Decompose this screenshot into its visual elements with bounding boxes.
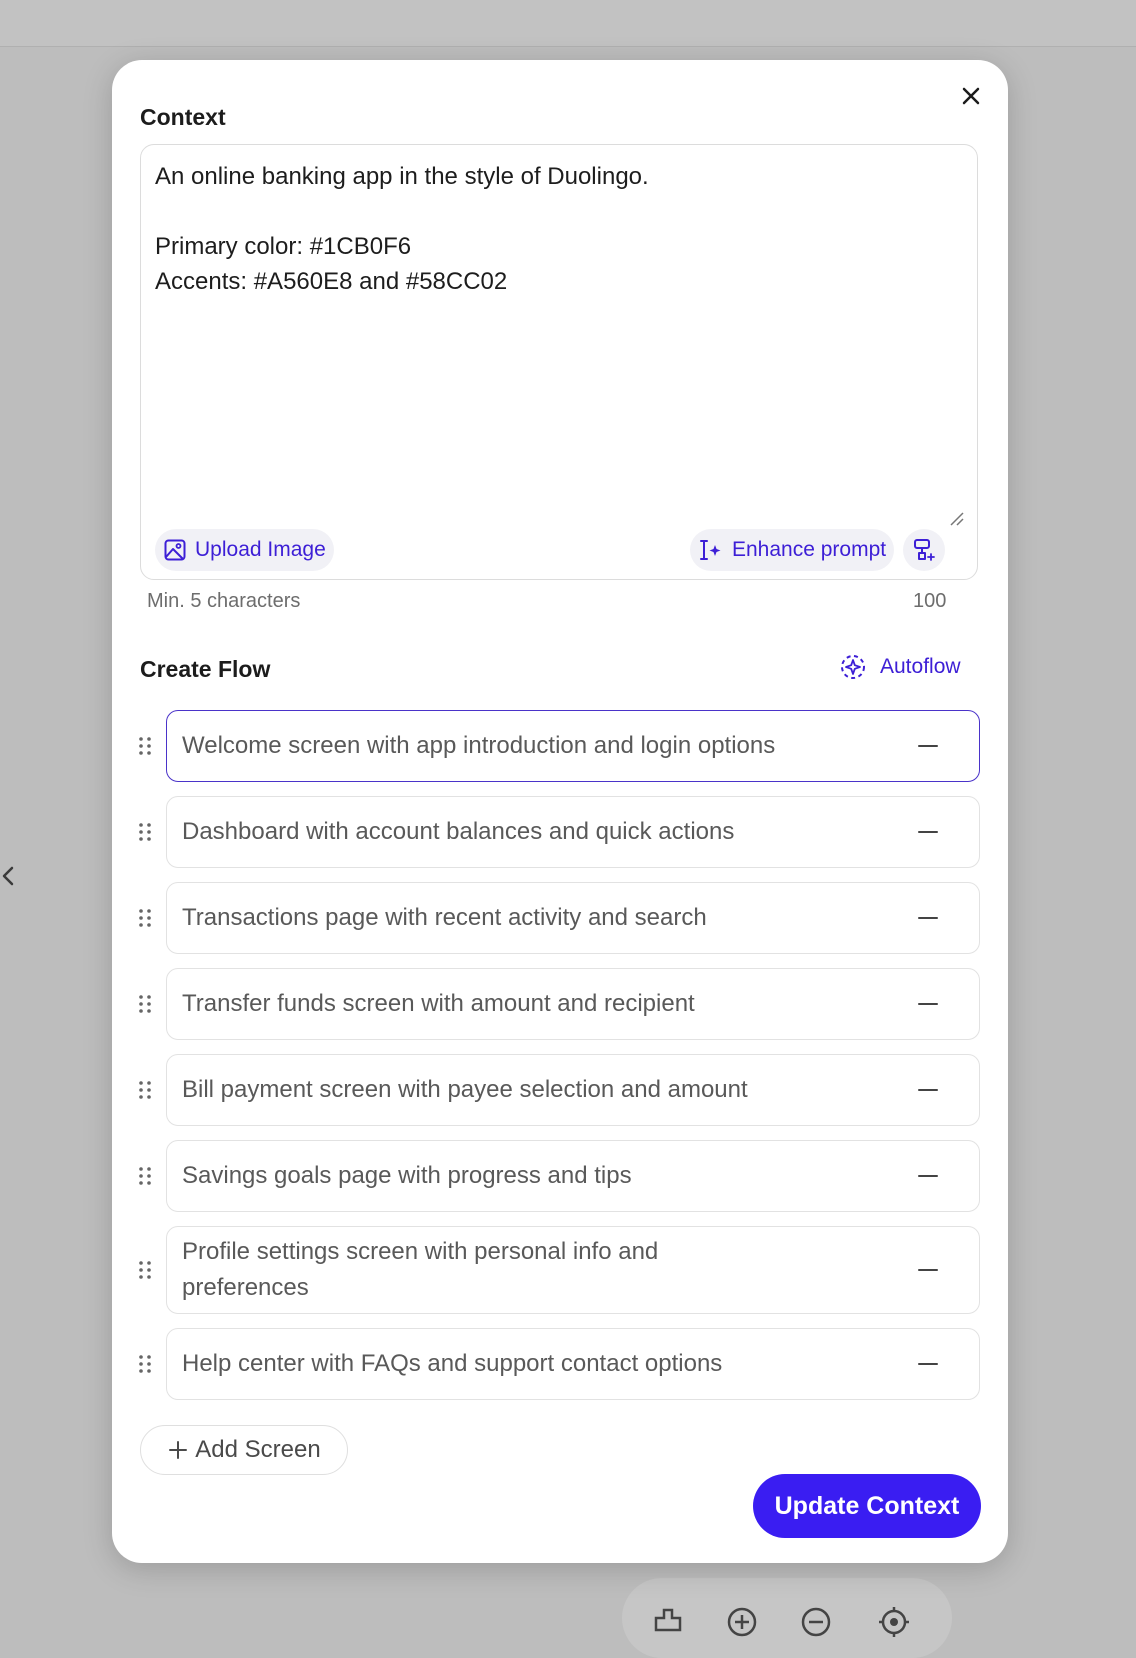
minus-icon[interactable] — [917, 1080, 939, 1100]
drag-handle-icon[interactable] — [138, 1258, 166, 1282]
screen-text: Transactions page with recent activity and search — [182, 904, 707, 931]
list-item — [138, 796, 980, 868]
enhance-prompt-label: Enhance prompt — [732, 538, 887, 561]
screen-input[interactable] — [166, 882, 980, 954]
screen-text: Bill payment screen with payee selection and amount — [182, 1076, 748, 1103]
context-text[interactable]: An online banking app in the style of Duolingo. Primary color: #1CB0F6 Accents: #A560E8 and #58CC02 — [155, 163, 649, 295]
close-icon[interactable] — [955, 80, 987, 112]
list-item — [138, 1328, 980, 1400]
move-icon[interactable] — [652, 1606, 684, 1638]
context-textarea[interactable] — [140, 144, 978, 580]
target-icon[interactable] — [878, 1606, 910, 1638]
autoflow-button[interactable] — [838, 652, 961, 682]
resize-handle-icon[interactable] — [949, 511, 965, 527]
create-flow-title: Create Flow — [140, 656, 271, 682]
context-title: Context — [140, 104, 226, 130]
sparkle-icon — [838, 652, 868, 682]
drag-handle-icon[interactable] — [138, 1078, 166, 1102]
text-cursor-sparkle-icon — [698, 538, 724, 562]
drag-handle-icon[interactable] — [138, 992, 166, 1016]
screen-input[interactable] — [166, 1226, 980, 1314]
drag-handle-icon[interactable] — [138, 906, 166, 930]
list-item — [138, 710, 980, 782]
screen-input[interactable] — [166, 1328, 980, 1400]
minus-icon[interactable] — [917, 1166, 939, 1186]
screen-text: Savings goals page with progress and tips — [182, 1162, 632, 1189]
minus-icon[interactable] — [917, 736, 939, 756]
zoom-in-icon[interactable] — [726, 1606, 758, 1638]
screen-text: Welcome screen with app introduction and login options — [182, 732, 776, 759]
minus-icon[interactable] — [917, 994, 939, 1014]
screen-input[interactable] — [166, 1054, 980, 1126]
minus-icon[interactable] — [917, 908, 939, 928]
autoflow-label: Autoflow — [880, 655, 961, 678]
screen-input[interactable] — [166, 968, 980, 1040]
enhance-prompt-button[interactable] — [690, 529, 894, 571]
screen-input[interactable] — [166, 710, 980, 782]
style-button[interactable] — [903, 529, 945, 571]
canvas-toolbar — [622, 1578, 952, 1658]
drag-handle-icon[interactable] — [138, 1164, 166, 1188]
screen-text: Help center with FAQs and support contact options — [182, 1350, 723, 1377]
list-item — [138, 882, 980, 954]
add-screen-button[interactable] — [140, 1425, 348, 1475]
add-screen-label: Add Screen — [195, 1436, 321, 1463]
list-item — [138, 1054, 980, 1126]
screen-input[interactable] — [166, 1140, 980, 1212]
screen-input[interactable] — [166, 796, 980, 868]
screen-text: Profile settings screen with personal info and preferences — [182, 1238, 659, 1301]
drag-handle-icon[interactable] — [138, 734, 166, 758]
min-characters-hint: Min. 5 characters — [147, 590, 301, 612]
context-modal — [112, 60, 1008, 1563]
flow-screen-list — [138, 710, 980, 1414]
paint-roller-icon — [911, 537, 937, 563]
list-item — [138, 1226, 980, 1314]
list-item — [138, 968, 980, 1040]
list-item — [138, 1140, 980, 1212]
minus-icon[interactable] — [917, 1260, 939, 1280]
upload-image-label: Upload Image — [195, 538, 326, 561]
character-count: 100 — [913, 590, 947, 612]
zoom-out-icon[interactable] — [800, 1606, 832, 1638]
minus-icon[interactable] — [917, 1354, 939, 1374]
update-context-button[interactable]: Update Context — [753, 1474, 981, 1538]
image-icon — [163, 538, 187, 562]
drag-handle-icon[interactable] — [138, 1352, 166, 1376]
screen-text: Transfer funds screen with amount and recipient — [182, 990, 695, 1017]
plus-icon — [167, 1439, 189, 1461]
top-bar — [0, 0, 1136, 47]
chevron-left-icon[interactable] — [0, 862, 20, 890]
upload-image-button[interactable] — [155, 529, 334, 571]
minus-icon[interactable] — [917, 822, 939, 842]
screen-text: Dashboard with account balances and quick actions — [182, 818, 735, 845]
drag-handle-icon[interactable] — [138, 820, 166, 844]
